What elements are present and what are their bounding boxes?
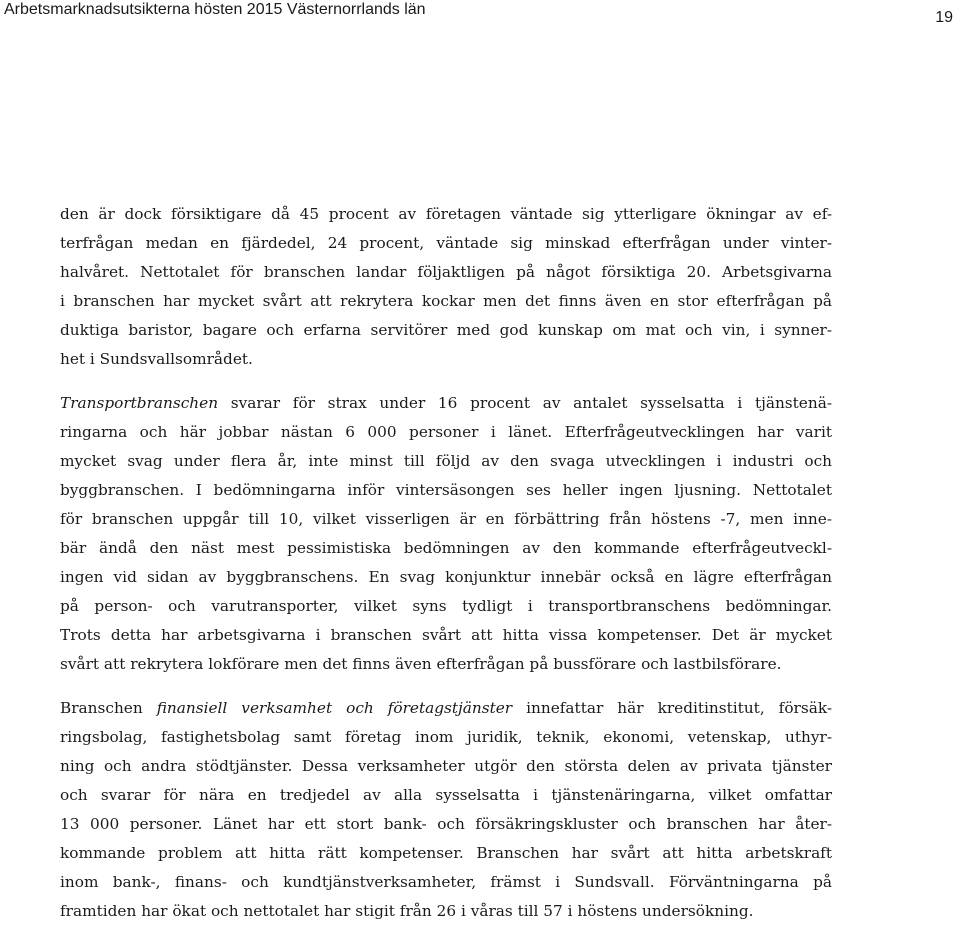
text-line: [60, 563, 832, 592]
text-line: [60, 723, 832, 752]
text-segment: duktiga baristor, bagare och erfarna servitörer med god kunskap om mat och vin, i synner-: [60, 321, 832, 339]
text-segment: och svarar för nära en tredjedel av alla sysselsatta i tjänstenäringarna, vilket omfattar: [60, 786, 832, 804]
text-line: [60, 839, 832, 868]
page-header: [0, 0, 960, 40]
text-line: [60, 534, 832, 563]
paragraph: [60, 389, 832, 679]
text-line: [60, 650, 832, 679]
text-segment: i branschen har mycket svårt att rekrytera kockar men det finns även en stor efterfrågan på: [60, 292, 832, 310]
text-segment: ringarna och här jobbar nästan 6 000 personer i länet. Efterfrågeutvecklingen har varit: [60, 423, 832, 441]
text-segment: svarar för strax under 16 procent av antalet sysselsatta i tjänstenä-: [218, 394, 832, 412]
text-segment: bär ändå den näst mest pessimistiska bedömningen av den kommande efterfrågeutveckl-: [60, 539, 832, 557]
text-segment: den är dock försiktigare då 45 procent av företagen väntade sig ytterligare ökningar av ef-: [60, 205, 832, 223]
text-line: [60, 781, 832, 810]
text-line: [60, 345, 832, 374]
text-segment: svårt att rekrytera lokförare men det finns även efterfrågan på bussförare och lastbilsförare.: [60, 655, 782, 673]
text-line: [60, 200, 832, 229]
text-segment: ning och andra stödtjänster. Dessa verksamheter utgör den största delen av privata tjänster: [60, 757, 832, 775]
text-line: [60, 287, 832, 316]
text-line: [60, 810, 832, 839]
text-segment: inom bank-, finans- och kundtjänstverksamheter, främst i Sundsvall. Förväntningarna på: [60, 873, 832, 891]
body-text: [60, 200, 832, 941]
running-header-title: Arbetsmarknadsutsikterna hösten 2015 Västernorrlands län: [4, 1, 426, 18]
text-line: [60, 316, 832, 345]
text-segment: på person- och varutransporter, vilket syns tydligt i transportbranschens bedömningar.: [60, 597, 832, 615]
text-line: [60, 476, 832, 505]
text-line: [60, 258, 832, 287]
text-line: [60, 868, 832, 897]
text-segment: terfrågan medan en fjärdedel, 24 procent, väntade sig minskad efterfrågan under vinter-: [60, 234, 832, 252]
text-segment: Branschen: [60, 699, 157, 717]
text-segment: för branschen uppgår till 10, vilket visserligen är en förbättring från höstens -7, men inne-: [60, 510, 832, 528]
text-line: [60, 447, 832, 476]
text-line: [60, 229, 832, 258]
text-segment: Trots detta har arbetsgivarna i branschen svårt att hitta vissa kompetenser. Det är mycket: [60, 626, 832, 644]
text-line: [60, 389, 832, 418]
text-segment: halvåret. Nettotalet för branschen landar följaktligen på något försiktiga 20. Arbetsgivarna: [60, 263, 832, 281]
page-number: 19: [935, 9, 953, 26]
paragraph: [60, 200, 832, 374]
text-line: [60, 752, 832, 781]
text-line: [60, 592, 832, 621]
text-line: [60, 418, 832, 447]
text-line: [60, 897, 832, 926]
text-line: [60, 621, 832, 650]
text-line: [60, 694, 832, 723]
text-segment: mycket svag under flera år, inte minst till följd av den svaga utvecklingen i industri och: [60, 452, 832, 470]
paragraph: [60, 694, 832, 926]
text-segment: byggbranschen. I bedömningarna inför vintersäsongen ses heller ingen ljusning. Nettotalet: [60, 481, 832, 499]
text-segment: kommande problem att hitta rätt kompetenser. Branschen har svårt att hitta arbetskraft: [60, 844, 832, 862]
text-segment: innefattar här kreditinstitut, försäk-: [512, 699, 833, 717]
text-segment: ingen vid sidan av byggbranschens. En svag konjunktur innebär också en lägre efterfrågan: [60, 568, 832, 586]
italic-phrase: finansiell verksamhet och företagstjänster: [156, 699, 513, 717]
italic-phrase: Transportbranschen: [60, 394, 219, 412]
text-segment: het i Sundsvallsområdet.: [60, 350, 253, 368]
text-segment: framtiden har ökat och nettotalet har stigit från 26 i våras till 57 i höstens undersökning.: [60, 902, 754, 920]
text-segment: ringsbolag, fastighetsbolag samt företag inom juridik, teknik, ekonomi, vetenskap, uthyr-: [60, 728, 832, 746]
text-segment: 13 000 personer. Länet har ett stort bank- och försäkringskluster och branschen har åter-: [60, 815, 832, 833]
text-line: [60, 505, 832, 534]
